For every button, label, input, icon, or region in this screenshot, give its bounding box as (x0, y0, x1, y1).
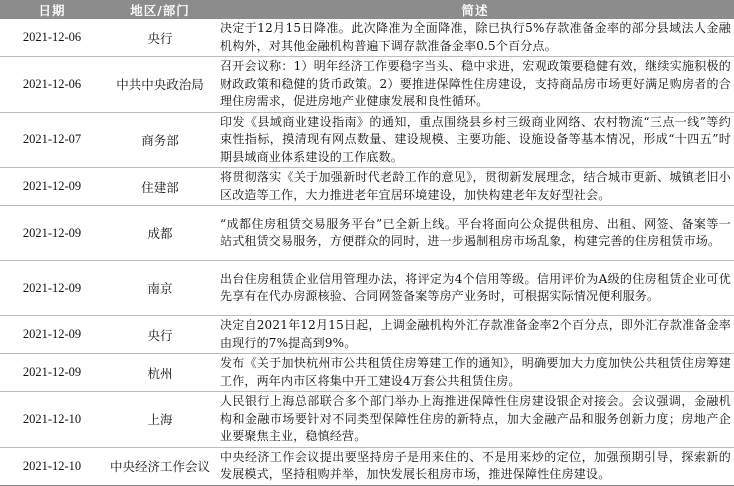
row-description: 召开会议称：1）明年经济工作要稳字当头、稳中求进，宏观政策要稳健有效，继续实施积极的财政政策和稳健的货币政策。2）要推进保障性住房建设，支持商品房市场更好满足购房者的合理住房需求，促进房地产业健康发展和良性循环。 (216, 57, 734, 113)
table-header-row (0, 0, 734, 19)
row-date: 2021-12-07 (0, 112, 104, 168)
row-region: 杭州 (104, 354, 216, 392)
table-row (0, 354, 734, 392)
row-description: 决定自2021年12月15日起，上调金融机构外汇存款准备金率2个百分点，即外汇存款准备金率由现行的7%提高到9%。 (216, 316, 734, 354)
header-date: 日期 (0, 0, 104, 19)
row-region: 住建部 (104, 168, 216, 206)
row-region: 商务部 (104, 112, 216, 168)
row-region: 中央经济工作会议 (104, 447, 216, 485)
row-description: 决定于12月15日降准。此次降准为全面降准，除已执行5%存款准备金率的部分县域法人金融机构外，对其他金融机构普遍下调存款准备金率0.5个百分点。 (216, 19, 734, 57)
row-date: 2021-12-09 (0, 316, 104, 354)
row-region: 上海 (104, 392, 216, 448)
row-date: 2021-12-09 (0, 206, 104, 261)
header-region: 地区/部门 (104, 0, 216, 19)
table-row (0, 168, 734, 206)
row-description: 出台住房租赁企业信用管理办法，将评定为4个信用等级。信用评价为A级的住房租赁企业可优先享有在代办房源核验、合同网签备案等房产业务时，可根据实际情况便利服务。 (216, 261, 734, 316)
table-row (0, 261, 734, 316)
row-date: 2021-12-06 (0, 19, 104, 57)
row-description: “成都住房租赁交易服务平台”已全新上线。平台将面向公众提供租房、出租、网签、备案等一站式租赁交易服务，方便群众的同时，进一步遏制租房市场乱象，构建完善的住房租赁市场。 (216, 206, 734, 261)
row-date: 2021-12-10 (0, 447, 104, 485)
row-description: 发布《关于加快杭州市公共租赁住房筹建工作的通知》，明确要加大力度加快公共租赁住房筹建工作，两年内市区将集中开工建设4万套公共租赁住房。 (216, 354, 734, 392)
table-row (0, 57, 734, 113)
row-region: 南京 (104, 261, 216, 316)
row-description: 将贯彻落实《关于加强新时代老龄工作的意见》，贯彻新发展理念，结合城市更新、城镇老旧小区改造等工作，大力推进老年宜居环境建设，加快构建老年友好型社会。 (216, 168, 734, 206)
table-row (0, 447, 734, 485)
row-region: 央行 (104, 316, 216, 354)
header-description: 简述 (216, 0, 734, 19)
row-date: 2021-12-10 (0, 392, 104, 448)
row-date: 2021-12-09 (0, 261, 104, 316)
row-region: 中共中央政治局 (104, 57, 216, 113)
table-row (0, 206, 734, 261)
row-region: 央行 (104, 19, 216, 57)
row-region: 成都 (104, 206, 216, 261)
table-row (0, 19, 734, 57)
row-description: 人民银行上海总部联合多个部门举办上海推进保障性住房建设银企对接会。会议强调，金融机构和金融市场要针对不同类型保障性住房的新特点，加大金融产品和服务创新力度；房地产企业要聚焦主业，稳慎经营。 (216, 392, 734, 448)
table-row (0, 112, 734, 168)
row-date: 2021-12-09 (0, 354, 104, 392)
row-date: 2021-12-09 (0, 168, 104, 206)
row-description: 中央经济工作会议提出要坚持房子是用来住的、不是用来炒的定位，加强预期引导，探索新的发展模式，坚持租购并举，加快发展长租房市场，推进保障性住房建设。 (216, 447, 734, 485)
table-row (0, 392, 734, 448)
row-description: 印发《县域商业建设指南》的通知，重点围绕县乡村三级商业网络、农村物流“三点一线”等约束性指标，摸清现有网点数量、建设规模、主要功能、设施设备等基本情况，形成“十四五”时期县域商业体系建设的工作底数。 (216, 112, 734, 168)
table-row (0, 316, 734, 354)
row-date: 2021-12-06 (0, 57, 104, 113)
